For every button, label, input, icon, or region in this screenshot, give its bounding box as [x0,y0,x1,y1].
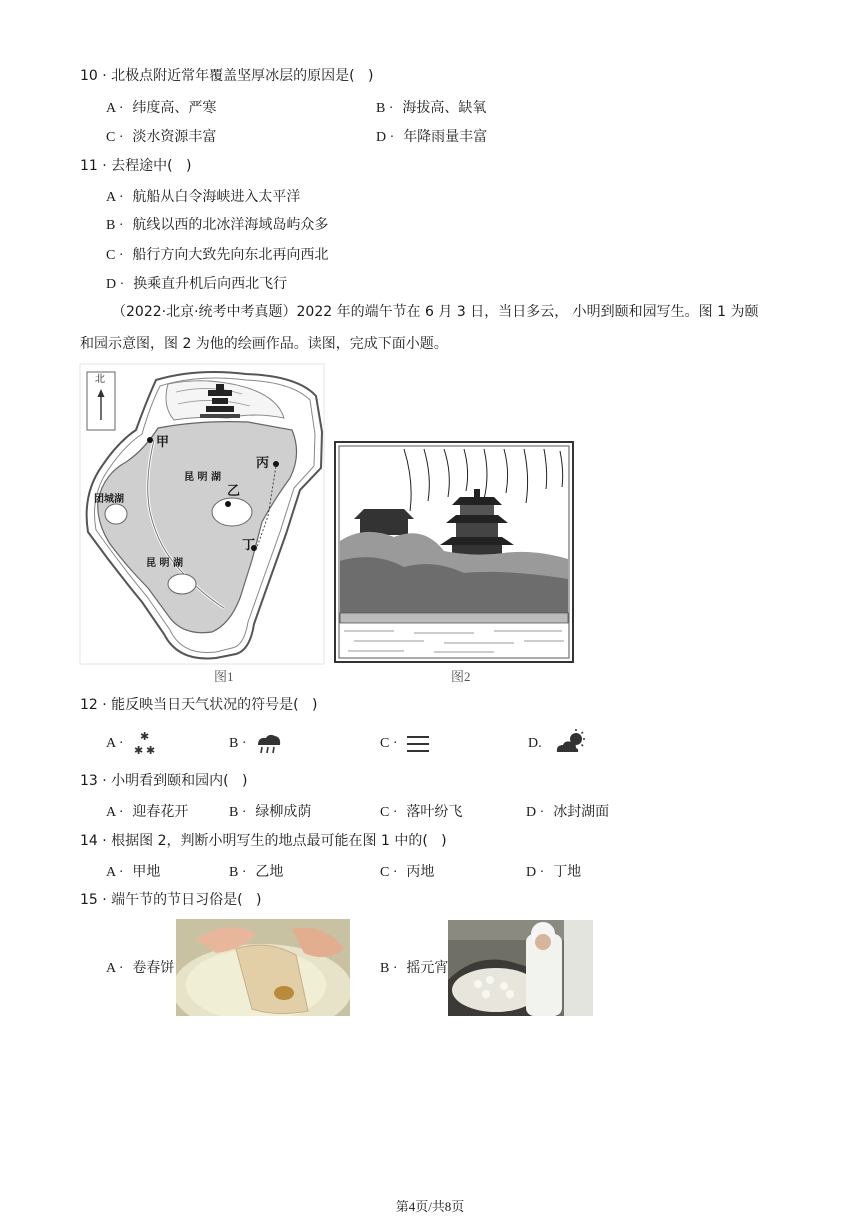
q11-option-a: A · 航船从白令海峡进入太平洋 [106,189,301,205]
q10-option-a: A · 纬度高、严寒 [106,100,217,116]
q13-option-a: A · 迎春花开 [106,804,189,820]
q11-option-c: C · 船行方向大致先向东北再向西北 [106,247,329,263]
q13-option-d: D · 冰封湖面 [526,804,610,820]
svg-text:✱: ✱ [134,744,144,757]
question-15-stem: 15 · 端午节的节日习俗是( ) [80,892,262,908]
q10-option-b: B · 海拔高、缺氧 [376,100,487,116]
map-label-tuancheng-lake: 团城湖 [94,494,124,505]
map-label-yi: 乙 [227,484,241,499]
hall-icon [354,509,414,535]
q14-option-a: A · 甲地 [106,864,161,880]
partly-cloudy-icon [554,728,588,756]
page-number: 第4页/共8页 [395,1199,465,1214]
map-label-kunming-lake-upper: 昆 明 湖 [184,472,221,483]
q12-option-c-letter: C · [380,736,398,751]
question-14-stem: 14 · 根据图 2，判断小明写生的地点最可能在图 1 中的( ) [80,833,447,849]
svg-text:✱: ✱ [140,730,150,743]
figure-2-caption: 图2 [451,669,471,684]
figure-1-caption: 图1 [214,669,234,684]
question-11-stem: 11 · 去程途中( ) [80,158,192,174]
q13-option-c: C · 落叶纷飞 [380,804,463,820]
summer-palace-drawing [334,441,574,663]
q12-option-d-letter: D. [528,736,542,751]
q10-option-d: D · 年降雨量丰富 [376,129,488,145]
map-label-kunming-lake-lower: 昆 明 湖 [146,558,183,569]
north-label: 北 [95,374,105,385]
fog-icon [405,734,431,754]
intro-line-2: 和园示意图，图 2 为他的绘画作品。读图，完成下面小题。 [80,336,448,352]
q11-option-b: B · 航线以西的北冰洋海域岛屿众多 [106,217,329,233]
q12-option-a-letter: A · [106,736,124,751]
summer-palace-map [78,362,326,666]
intro-line-1: （2022·北京·统考中考真题）2022 年的端午节在 6 月 3 日，当日多云， 小明到颐和园写生。图 1 为颐 [112,304,759,320]
snow-icon [132,730,160,758]
question-10-stem: 10 · 北极点附近常年覆盖坚厚冰层的原因是( ) [80,68,374,84]
yuanxiao-making-photo [448,920,593,1016]
q15-option-b: B · 摇元宵 [380,960,449,976]
spring-pancake-photo [176,919,350,1016]
question-12-stem: 12 · 能反映当日天气状况的符号是( ) [80,697,318,713]
map-label-jia: 甲 [156,435,170,450]
q14-option-c: C · 丙地 [380,864,435,880]
q14-option-b: B · 乙地 [229,864,284,880]
map-label-bing: 丙 [256,456,270,471]
map-label-ding: 丁 [242,538,256,553]
q14-option-d: D · 丁地 [526,864,582,880]
svg-text:✱: ✱ [146,744,156,757]
q11-option-d: D · 换乘直升机后向西北飞行 [106,276,288,292]
q10-option-c: C · 淡水资源丰富 [106,129,217,145]
rain-cloud-icon [254,733,284,755]
q13-option-b: B · 绿柳成荫 [229,804,312,820]
q12-option-b-letter: B · [229,736,247,751]
q15-option-a: A · 卷春饼 [106,960,175,976]
question-13-stem: 13 · 小明看到颐和园内( ) [80,773,248,789]
